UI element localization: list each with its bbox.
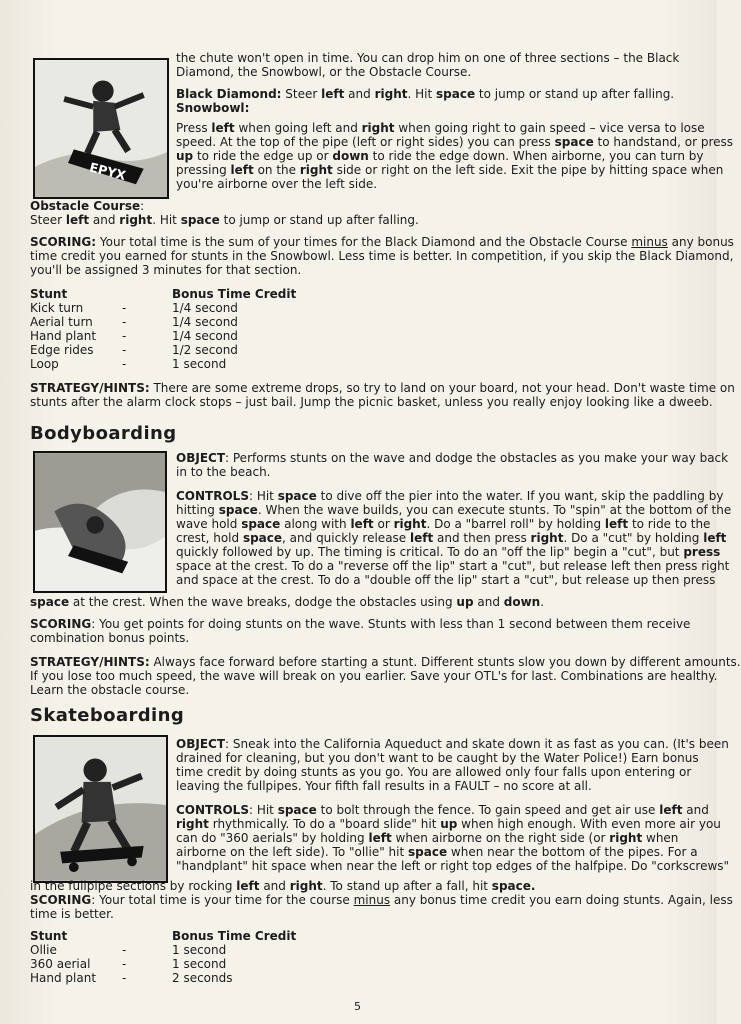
table-row-dash: - bbox=[122, 301, 127, 315]
table-row-stunt: Hand plant bbox=[30, 329, 97, 343]
table-header-bonus: Bonus Time Credit bbox=[172, 287, 297, 301]
bodyboarder-drawing bbox=[35, 453, 165, 591]
skate-scoring-line-1: SCORING: Your total time is your time for the course minus any bonus time credit you earn doing stunts. Again, less bbox=[30, 893, 733, 907]
body-object-line-2: in to the beach. bbox=[176, 465, 271, 479]
table-header-stunt: Stunt bbox=[30, 929, 68, 943]
table-row-credit: 1 second bbox=[172, 943, 227, 957]
skate-scoring-line-2: time is better. bbox=[30, 907, 114, 921]
black-diamond-label: Black Diamond: bbox=[176, 87, 282, 101]
body-controls-line-5: quickly followed by up. The timing is critical. To do an "off the lip" begin a "cut", but press bbox=[176, 545, 721, 559]
strategy-line-1: STRATEGY/HINTS: There are some extreme drops, so try to land on your board, not your head. Don't waste time on bbox=[30, 381, 735, 395]
black-diamond-line: Black Diamond: Steer left and right. Hit space to jump or stand up after falling. bbox=[176, 87, 675, 101]
body-scoring-label: SCORING bbox=[30, 617, 92, 631]
svg-text:EPYX: EPYX bbox=[88, 159, 128, 183]
table-header-bonus: Bonus Time Credit bbox=[172, 929, 297, 943]
scoring-line-3: you'll be assigned 3 minutes for that section. bbox=[30, 263, 302, 277]
table-row-credit: 1 second bbox=[172, 357, 227, 371]
body-controls-line-4: crest, hold space, and quickly release left and then press right. Do a "cut" by holding left bbox=[176, 531, 727, 545]
skate-object-line-2: drained for cleaning, but you don't want to be caught by the Water Police!) Earn bonus bbox=[176, 751, 699, 765]
scoring-label: SCORING: bbox=[30, 235, 97, 249]
body-strategy-line-3: Learn the obstacle course. bbox=[30, 683, 190, 697]
scoring-line-2: time credit you earned for stunts in the Snowbowl. Less time is better. In competition, if you skip the Black Diamond, bbox=[30, 249, 734, 263]
body-controls-line-6: space at the crest. To do a "reverse off the lip" start a "cut", but release left then press right bbox=[176, 559, 730, 573]
body-strategy-line-1: STRATEGY/HINTS: Always face forward before starting a stunt. Different stunts slow you down by different amounts. bbox=[30, 655, 741, 669]
table-row-credit: 1/4 second bbox=[172, 315, 238, 329]
bodyboarding-heading: Bodyboarding bbox=[30, 423, 177, 444]
snowbowl-heading: Snowbowl: bbox=[176, 101, 250, 115]
skate-controls-line-5: "handplant" hit space when near the left or right top edges of the halfpipe. Do "corkscrews" bbox=[176, 859, 730, 873]
body-controls-line-8: space at the crest. When the wave breaks, dodge the obstacles using up and down. bbox=[30, 595, 545, 609]
body-controls-line-2: hitting space. When the wave builds, you can execute stunts. To "spin" at the bottom of the bbox=[176, 503, 732, 517]
body-controls-line-1: CONTROLS: Hit space to dive off the pier into the water. If you want, skip the paddling by bbox=[176, 489, 724, 503]
table-row-dash: - bbox=[122, 957, 127, 971]
skate-object-label: OBJECT bbox=[176, 737, 226, 751]
intro-line-1: the chute won't open in time. You can drop him on one of three sections – the Black bbox=[176, 51, 680, 65]
table-row-stunt: Ollie bbox=[30, 943, 57, 957]
snowbowl-line-1: Press left when going left and right when going right to gain speed – vice versa to lose bbox=[176, 121, 705, 135]
body-object-label: OBJECT bbox=[176, 451, 226, 465]
skate-object-line-4: leaving the fullpipes. Your fifth fall results in a FAULT – no score at all. bbox=[176, 779, 592, 793]
table-row-stunt: Kick turn bbox=[30, 301, 84, 315]
table-row-dash: - bbox=[122, 943, 127, 957]
skate-controls-line-1: CONTROLS: Hit space to bolt through the fence. To gain speed and get air use left and bbox=[176, 803, 709, 817]
body-scoring-line-2: combination bonus points. bbox=[30, 631, 190, 645]
body-object-line-1: OBJECT: Performs stunts on the wave and dodge the obstacles as you make your way back bbox=[176, 451, 729, 465]
skateboarder-illustration bbox=[33, 735, 168, 883]
snowboarder-drawing bbox=[35, 60, 167, 197]
body-strategy-label: STRATEGY/HINTS: bbox=[30, 655, 150, 669]
body-controls-line-7: and space at the crest. To do a "double off the lip" start a "cut", but release up then press bbox=[176, 573, 716, 587]
table-row-stunt: Loop bbox=[30, 357, 59, 371]
table-header-stunt: Stunt bbox=[30, 287, 68, 301]
table-row-dash: - bbox=[122, 343, 127, 357]
table-row-dash: - bbox=[122, 315, 127, 329]
skate-object-line-1: OBJECT: Sneak into the California Aqueduct and skate down it as fast as you can. (It's been bbox=[176, 737, 729, 751]
skate-controls-line-6: in the fullpipe sections by rocking left and right. To stand up after a fall, hit space. bbox=[30, 879, 536, 893]
table-row-dash: - bbox=[122, 971, 127, 985]
table-row-stunt: Edge rides bbox=[30, 343, 94, 357]
table-row-credit: 1/4 second bbox=[172, 329, 238, 343]
table-row-stunt: Aerial turn bbox=[30, 315, 93, 329]
snowbowl-line-3: up to ride the edge up or down to ride the edge down. When airborne, you can turn by bbox=[176, 149, 704, 163]
table-row-dash: - bbox=[122, 329, 127, 343]
table-row-dash: - bbox=[122, 357, 127, 371]
table-row-stunt: Hand plant bbox=[30, 971, 97, 985]
body-controls-line-3: wave hold space along with left or right. Do a "barrel roll" by holding left to ride to the bbox=[176, 517, 711, 531]
snowbowl-line-2: speed. At the top of the pipe (left or right sides) you can press space to handstand, or press bbox=[176, 135, 734, 149]
table-row-credit: 1/4 second bbox=[172, 301, 238, 315]
body-scoring-line-1: SCORING: You get points for doing stunts on the wave. Stunts with less than 1 second between them receive bbox=[30, 617, 691, 631]
intro-line-2: Diamond, the Snowbowl, or the Obstacle Course. bbox=[176, 65, 472, 79]
snowboarder-illustration bbox=[33, 58, 169, 199]
strategy-line-2: stunts after the alarm clock stops – just bail. Jump the picnic basket, unless you really enjoy looking like a dweeb. bbox=[30, 395, 713, 409]
strategy-label: STRATEGY/HINTS: bbox=[30, 381, 150, 395]
skateboarder-drawing bbox=[35, 737, 166, 881]
body-controls-label: CONTROLS bbox=[176, 489, 249, 503]
obstacle-course-line: Steer left and right. Hit space to jump or stand up after falling. bbox=[30, 213, 419, 227]
body-strategy-line-2: If you lose too much speed, the wave will break on you earlier. Save your OTL's for last. Combinations are healthy. bbox=[30, 669, 718, 683]
skate-controls-line-4: airborne on the left side). To "ollie" hit space when near the bottom of the pipes. For a bbox=[176, 845, 698, 859]
skate-object-line-3: time credit by doing stunts as you go. You are allowed only four falls upon entering or bbox=[176, 765, 692, 779]
table-row-credit: 1/2 second bbox=[172, 343, 238, 357]
snowbowl-line-4: pressing left on the right side or right on the left side. Exit the pipe by hitting space when bbox=[176, 163, 724, 177]
bodyboarder-illustration bbox=[33, 451, 167, 593]
table-row-credit: 2 seconds bbox=[172, 971, 233, 985]
table-row-stunt: 360 aerial bbox=[30, 957, 91, 971]
table-row-credit: 1 second bbox=[172, 957, 227, 971]
obstacle-course-heading: Obstacle Course: bbox=[30, 199, 145, 213]
skate-controls-line-3: can do "360 aerials" by holding left when airborne on the right side (or right when bbox=[176, 831, 679, 845]
scoring-line-1: SCORING: Your total time is the sum of your times for the Black Diamond and the Obstacle Course minus any bonus bbox=[30, 235, 734, 249]
skate-controls-line-2: right rhythmically. To do a "board slide" hit up when high enough. With even more air you bbox=[176, 817, 721, 831]
skate-controls-label: CONTROLS bbox=[176, 803, 249, 817]
snowbowl-line-5: you're airborne over the left side. bbox=[176, 177, 378, 191]
skate-scoring-label: SCORING bbox=[30, 893, 92, 907]
skateboarding-heading: Skateboarding bbox=[30, 705, 185, 726]
page-number: 5 bbox=[354, 1000, 361, 1013]
